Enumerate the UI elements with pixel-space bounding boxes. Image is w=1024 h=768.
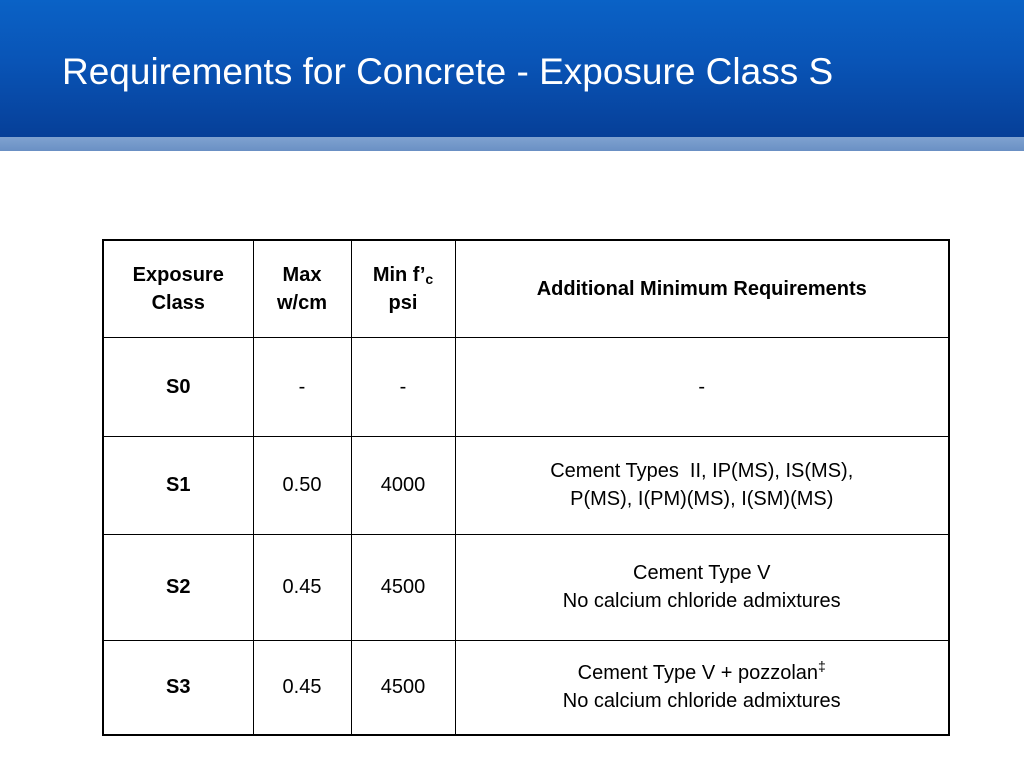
row-max-wcm: 0.45 xyxy=(253,534,351,640)
footnote-marker: ‡ xyxy=(818,658,826,675)
row-additional-requirements: - xyxy=(455,337,949,436)
row-min-fc: 4500 xyxy=(351,640,455,735)
row-min-fc: 4000 xyxy=(351,436,455,534)
page-title: Requirements for Concrete - Exposure Class S xyxy=(62,51,834,92)
row-exposure-class: S0 xyxy=(103,337,253,436)
header-exposure-class: Exposure Class xyxy=(103,240,253,337)
row-max-wcm: 0.50 xyxy=(253,436,351,534)
row-max-wcm: 0.45 xyxy=(253,640,351,735)
row-exposure-class: S1 xyxy=(103,436,253,534)
title-bar-stripe xyxy=(0,137,1024,151)
table-row xyxy=(103,640,949,735)
requirements-table xyxy=(102,239,950,736)
row-exposure-class: S3 xyxy=(103,640,253,735)
row-max-wcm: - xyxy=(253,337,351,436)
header-additional-requirements: Additional Minimum Requirements xyxy=(455,240,949,337)
header-max-wcm: Max w/cm xyxy=(253,240,351,337)
row-additional-requirements: Cement Type V No calcium chloride admixtures xyxy=(455,534,949,640)
header-row xyxy=(103,240,949,337)
table-row xyxy=(103,534,949,640)
table-row xyxy=(103,337,949,436)
row-additional-requirements: Cement Types II, IP(MS), IS(MS), P(MS), I(PM)(MS), I(SM)(MS) xyxy=(455,436,949,534)
table-row xyxy=(103,436,949,534)
row-exposure-class: S2 xyxy=(103,534,253,640)
row-additional-requirements: Cement Type V + pozzolan‡ No calcium chloride admixtures xyxy=(455,640,949,735)
row-min-fc: - xyxy=(351,337,455,436)
header-min-fc: Min $f’_c$ psi xyxy=(351,240,455,337)
row-min-fc: 4500 xyxy=(351,534,455,640)
